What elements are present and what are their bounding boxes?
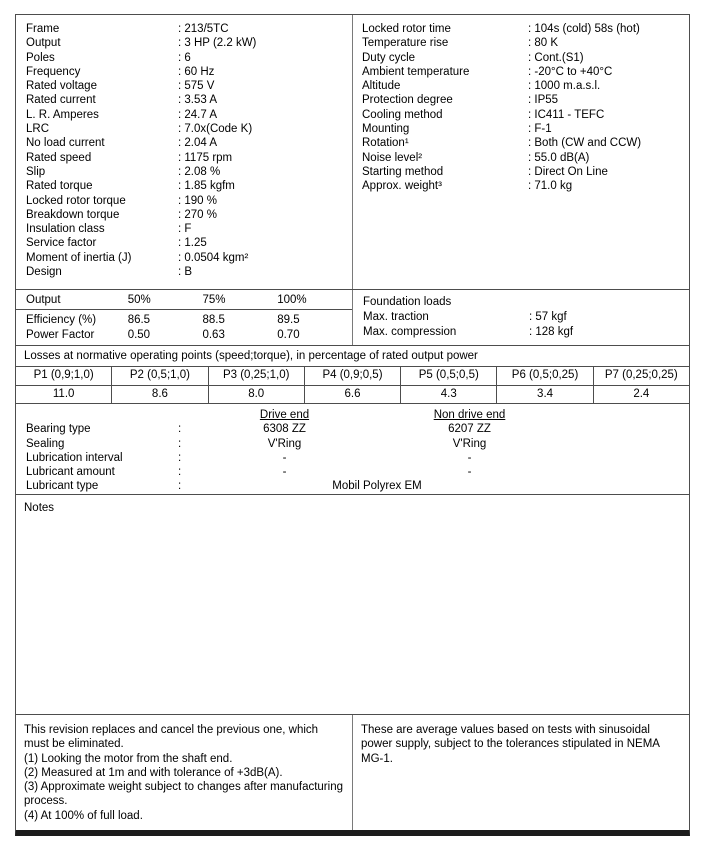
- efficiency-50: 86.5: [127, 314, 151, 326]
- spec-row-duty-cycle: [362, 51, 689, 65]
- spec-row-lrc: [26, 122, 352, 136]
- spec-value: : 2.08 %: [178, 165, 221, 178]
- spec-label: Noise level²: [362, 151, 423, 164]
- spec-row-design: [26, 265, 352, 279]
- spec-row-mounting: [362, 122, 689, 136]
- spec-value: : 80 K: [528, 37, 559, 50]
- spec-row-rated-voltage: [26, 79, 352, 93]
- sealing-label: Sealing: [26, 437, 65, 450]
- spec-row-temperature-rise: [362, 36, 689, 50]
- spec-label: Output: [26, 37, 61, 50]
- performance-section: [16, 290, 689, 346]
- spec-row-rated-speed: [26, 151, 352, 165]
- spec-label: Frequency: [26, 65, 81, 78]
- spec-label: Duty cycle: [362, 51, 416, 64]
- sealing-drive-end: V'Ring: [267, 437, 302, 450]
- spec-value: : IP55: [528, 94, 559, 107]
- spec-column-right: [353, 15, 689, 289]
- lubricant-type-label: Lubricant type: [26, 480, 99, 493]
- bearing-type-drive-end: 6308 ZZ: [263, 423, 306, 436]
- spec-row-rated-current: [26, 93, 352, 107]
- spec-row-locked-rotor-time: [362, 22, 689, 36]
- colon: :: [178, 423, 182, 436]
- spec-label: Service factor: [26, 237, 97, 250]
- spec-section: [16, 15, 689, 290]
- colon: :: [178, 437, 182, 450]
- lubricant-type-value: Mobil Polyrex EM: [332, 480, 422, 493]
- spec-value: : Both (CW and CCW): [528, 137, 642, 150]
- tolerances-note: These are average values based on tests with sinusoidal power supply, subject to the tolerances stipulated in NEMA MG-1.: [361, 724, 660, 765]
- max-traction-label: Max. traction: [363, 311, 429, 323]
- spec-value: : 3 HP (2.2 kW): [178, 37, 257, 50]
- spec-label: Rated voltage: [26, 80, 97, 93]
- spec-value: : 71.0 kg: [528, 180, 573, 193]
- spec-value: : 1000 m.a.s.l.: [528, 80, 601, 93]
- max-compression-label: Max. compression: [363, 326, 457, 338]
- lubrication-interval-row: [16, 451, 689, 465]
- spec-value: : 0.0504 kgm²: [178, 251, 249, 264]
- losses-value-p2: 8.6: [112, 386, 208, 404]
- sealing-row: [16, 437, 689, 451]
- non-drive-end-header: Non drive end: [433, 409, 506, 421]
- spec-value: : 1.85 kgfm: [178, 180, 235, 193]
- performance-header-75: 75%: [202, 293, 226, 306]
- spec-value: : 1.25: [178, 237, 207, 250]
- spec-row-rated-torque: [26, 179, 352, 193]
- revision-note: This revision replaces and cancel the previous one, which must be eliminated.: [24, 724, 319, 751]
- losses-values-row: [16, 386, 689, 404]
- max-compression-row: [363, 325, 689, 340]
- spec-row-rotation: [362, 136, 689, 150]
- spec-label: Mounting: [362, 123, 410, 136]
- spec-label: No load current: [26, 137, 105, 150]
- bearing-type-row: [16, 422, 689, 436]
- efficiency-75: 88.5: [202, 314, 225, 326]
- losses-header-row: [16, 367, 689, 386]
- spec-label: Locked rotor torque: [26, 194, 126, 207]
- spec-row-output: [26, 36, 352, 50]
- spec-row-locked-rotor-torque: [26, 194, 352, 208]
- losses-section: [16, 346, 689, 404]
- losses-header-p6: P6 (0,5;0,25): [497, 367, 593, 385]
- spec-row-approx-weight: [362, 179, 689, 193]
- spec-value: : 270 %: [178, 208, 217, 221]
- spec-value: : 60 Hz: [178, 65, 215, 78]
- spec-value: : 575 V: [178, 80, 215, 93]
- spec-value: : 3.53 A: [178, 94, 218, 107]
- bearing-type-label: Bearing type: [26, 423, 91, 436]
- spec-value: : 190 %: [178, 194, 217, 207]
- spec-value: : 1175 rpm: [178, 151, 233, 164]
- performance-header-row: [16, 290, 352, 310]
- spec-value: : 7.0x(Code K): [178, 123, 253, 136]
- spec-label: Rated torque: [26, 180, 93, 193]
- lubrication-interval-non-drive-end: -: [467, 451, 472, 464]
- losses-header-p3: P3 (0,25;1,0): [209, 367, 305, 385]
- spec-value: : 6: [178, 51, 191, 64]
- spec-value: : F-1: [528, 123, 552, 136]
- spec-row-starting-method: [362, 165, 689, 179]
- losses-header-p7: P7 (0,25;0,25): [604, 369, 678, 381]
- spec-label: Starting method: [362, 165, 444, 178]
- notes-title: Notes: [24, 502, 55, 514]
- spec-row-frequency: [26, 65, 352, 79]
- losses-header-p5: P5 (0,5;0,5): [401, 367, 497, 385]
- spec-row-noise-level: [362, 151, 689, 165]
- spec-label: Altitude: [362, 80, 401, 93]
- performance-header-label: Output: [26, 293, 61, 306]
- lubricant-amount-non-drive-end: -: [467, 466, 472, 479]
- losses-value-p6: 3.4: [497, 386, 593, 404]
- footer-left-notes: [16, 715, 353, 830]
- spec-row-breakdown-torque: [26, 208, 352, 222]
- losses-header-p4: P4 (0,9;0,5): [305, 367, 401, 385]
- spec-label: Breakdown torque: [26, 208, 120, 221]
- spec-row-service-factor: [26, 236, 352, 250]
- spec-row-no-load-current: [26, 136, 352, 150]
- losses-value-p7: 2.4: [633, 387, 650, 400]
- losses-title: Losses at normative operating points (speed;torque), in percentage of rated output power: [16, 346, 689, 367]
- footnote-1: (1) Looking the motor from the shaft end.: [24, 752, 233, 765]
- losses-value-p3: 8.0: [209, 386, 305, 404]
- spec-value: : IC411 - TEFC: [528, 108, 605, 121]
- spec-row-insulation-class: [26, 222, 352, 236]
- spec-label: Temperature rise: [362, 37, 449, 50]
- performance-table: [16, 290, 353, 345]
- foundation-loads-box: [353, 290, 689, 345]
- spec-label: Insulation class: [26, 223, 105, 236]
- lubricant-amount-row: [16, 465, 689, 479]
- efficiency-row: [16, 313, 352, 328]
- spec-label: Rated current: [26, 94, 96, 107]
- spec-row-frame: [26, 22, 352, 36]
- lubricant-amount-label: Lubricant amount: [26, 466, 115, 479]
- spec-value: : B: [178, 266, 193, 279]
- spec-value: : 213/5TC: [178, 23, 229, 35]
- spec-label: LRC: [26, 123, 50, 136]
- spec-row-slip: [26, 165, 352, 179]
- bearings-header-row: [16, 408, 689, 422]
- spec-row-moment-of-inertia: [26, 251, 352, 265]
- performance-header-100: 100%: [277, 293, 307, 306]
- spec-label: Cooling method: [362, 108, 443, 121]
- spec-label: Locked rotor time: [362, 23, 451, 35]
- performance-rows: [16, 310, 352, 342]
- max-traction-row: [363, 310, 689, 325]
- colon: :: [178, 466, 182, 479]
- spec-label: Rated speed: [26, 151, 92, 164]
- spec-row-ambient-temperature: [362, 65, 689, 79]
- spec-value: : -20°C to +40°C: [528, 65, 613, 78]
- footer-section: [16, 715, 689, 830]
- power-factor-label: Power Factor: [26, 328, 95, 341]
- spec-label: Design: [26, 266, 62, 279]
- power-factor-50: 0.50: [127, 328, 151, 341]
- spec-row-lr-amperes: [26, 108, 352, 122]
- efficiency-label: Efficiency (%): [26, 314, 97, 326]
- footer-right-notes: [353, 715, 689, 830]
- foundation-loads-title: Foundation loads: [363, 296, 452, 308]
- motor-datasheet: [15, 14, 690, 836]
- spec-value: : 2.04 A: [178, 137, 218, 150]
- colon: :: [178, 480, 182, 493]
- spec-label: Frame: [26, 23, 60, 35]
- spec-column-left: [16, 15, 353, 289]
- efficiency-100: 89.5: [277, 314, 300, 326]
- spec-value: : Direct On Line: [528, 165, 608, 178]
- spec-value: : 104s (cold) 58s (hot): [528, 23, 640, 35]
- losses-value-p5: 4.3: [401, 386, 497, 404]
- max-compression-value: : 128 kgf: [529, 326, 574, 338]
- power-factor-100: 0.70: [277, 328, 300, 341]
- lubricant-type-row: [16, 479, 689, 493]
- sealing-non-drive-end: V'Ring: [452, 437, 487, 450]
- spec-label: Poles: [26, 51, 55, 64]
- losses-value-p4: 6.6: [305, 386, 401, 404]
- losses-header-p2: P2 (0,5;1,0): [112, 367, 208, 385]
- spec-row-poles: [26, 51, 352, 65]
- spec-label: L. R. Amperes: [26, 108, 99, 121]
- lubrication-interval-label: Lubrication interval: [26, 451, 123, 464]
- spec-label: Moment of inertia (J): [26, 251, 132, 264]
- power-factor-row: [16, 328, 352, 343]
- spec-label: Protection degree: [362, 94, 453, 107]
- drive-end-header: Drive end: [259, 409, 310, 421]
- spec-row-altitude: [362, 79, 689, 93]
- losses-header-p1: P1 (0,9;1,0): [16, 367, 112, 385]
- performance-header-50: 50%: [127, 293, 151, 306]
- spec-value: : Cont.(S1): [528, 51, 584, 64]
- lubrication-interval-drive-end: -: [282, 451, 287, 464]
- spec-value: : 24.7 A: [178, 108, 218, 121]
- bearings-section: [16, 404, 689, 495]
- spec-label: Slip: [26, 165, 46, 178]
- colon: :: [178, 451, 182, 464]
- max-traction-value: : 57 kgf: [529, 311, 567, 323]
- notes-section: [16, 495, 689, 715]
- spec-label: Ambient temperature: [362, 65, 470, 78]
- lubricant-amount-drive-end: -: [282, 466, 287, 479]
- spec-value: : 55.0 dB(A): [528, 151, 590, 164]
- spec-row-protection-degree: [362, 93, 689, 107]
- bearing-type-non-drive-end: 6207 ZZ: [448, 423, 491, 436]
- spec-label: Rotation¹: [362, 137, 409, 150]
- footnote-2: (2) Measured at 1m and with tolerance of +3dB(A).: [24, 766, 283, 779]
- bearings-header-spacer: [16, 408, 178, 422]
- spec-row-cooling-method: [362, 108, 689, 122]
- spec-value: : F: [178, 223, 192, 236]
- footnote-4: (4) At 100% of full load.: [24, 809, 143, 822]
- spec-label: Approx. weight³: [362, 180, 442, 193]
- footnote-3: (3) Approximate weight subject to changes after manufacturing process.: [24, 781, 343, 808]
- power-factor-75: 0.63: [202, 328, 225, 341]
- losses-value-p1: 11.0: [16, 386, 112, 404]
